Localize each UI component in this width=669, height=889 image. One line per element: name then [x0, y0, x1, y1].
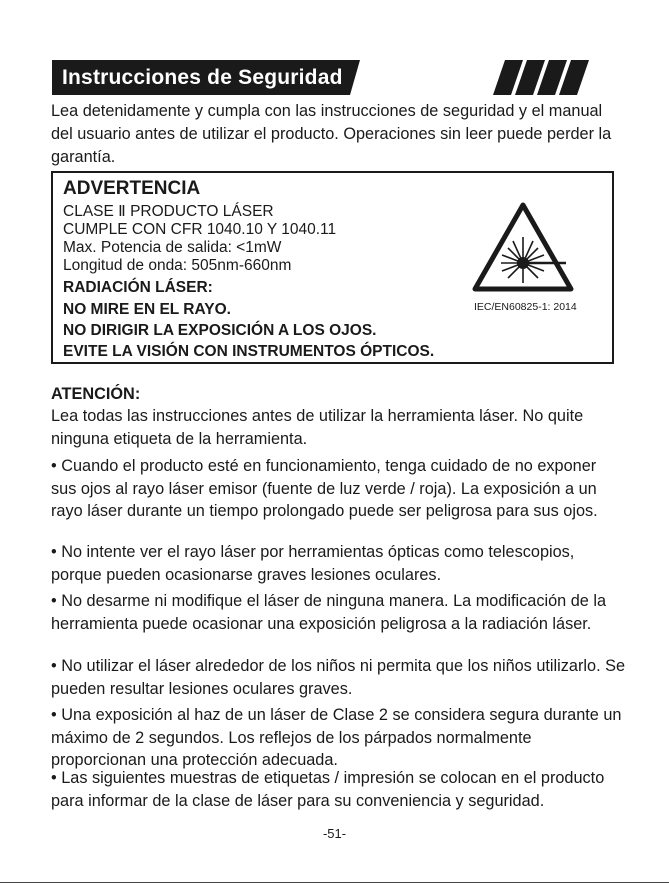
- attention-heading: ATENCIÓN:: [51, 385, 141, 403]
- laser-warning-icon: [471, 201, 575, 293]
- intro-paragraph: Lea detenidamente y cumpla con las instrucciones de seguridad y el manual del usuario antes de utilizar el producto. Operaciones sin leer puede perder la garantía.: [51, 102, 612, 166]
- attention-paragraph-5: • No utilizar el láser alrededor de los niños ni permita que los niños utilizarlo. Se pueden resultar lesiones oculares graves.: [51, 657, 626, 698]
- warning-line-class: CLASE Ⅱ PRODUCTO LÁSER: [63, 203, 274, 220]
- attention-paragraph-3: • No intente ver el rayo láser por herramientas ópticas como telescopios, porque pueden ocasionarse graves lesiones oculares.: [51, 543, 575, 584]
- attention-paragraph-2: • Cuando el producto esté en funcionamiento, tenga cuidado de no exponer sus ojos al rayo láser emisor (fuente de luz verde / roja). La exposición a un rayo láser durante un tiempo prolongado puede ser peligrosa para sus ojos.: [51, 457, 598, 520]
- page-number: -51-: [322, 826, 347, 841]
- warning-line-cfr: CUMPLE CON CFR 1040.10 Y 1040.11: [63, 221, 337, 238]
- warning-label-box: [51, 171, 614, 364]
- attention-paragraph-1: Lea todas las instrucciones antes de utilizar la herramienta láser. No quite ninguna etiqueta de la herramienta.: [51, 407, 584, 448]
- page-title: Instrucciones de Seguridad: [62, 66, 343, 89]
- warning-line-wavelength: Longitud de onda: 505nm-660nm: [63, 257, 292, 274]
- warning-title: ADVERTENCIA: [63, 178, 201, 199]
- warning-no-optics: EVITE LA VISIÓN CON INSTRUMENTOS ÓPTICOS.: [63, 343, 435, 360]
- section-banner: [52, 60, 589, 95]
- attention-paragraph-7: • Las siguientes muestras de etiquetas / impresión se colocan en el producto para informar de la clase de láser para su conveniencia y seguridad.: [51, 769, 605, 810]
- warning-no-eyes: NO DIRIGIR LA EXPOSICIÓN A LOS OJOS.: [63, 322, 377, 339]
- attention-paragraph-6: • Una exposición al haz de un láser de Clase 2 se considera segura durante un máximo de 2 segundos. Los reflejos de los párpados normalmente proporcionan una protección adecuada.: [51, 706, 622, 769]
- warning-no-stare: NO MIRE EN EL RAYO.: [63, 301, 231, 318]
- iec-standard-label: IEC/EN60825-1: 2014: [474, 301, 577, 313]
- attention-paragraph-4: • No desarme ni modifique el láser de ninguna manera. La modificación de la herramienta puede ocasionar una exposición peligrosa a la radiación láser.: [51, 592, 607, 633]
- warning-line-power: Max. Potencia de salida: <1mW: [63, 239, 282, 256]
- warning-radiation: RADIACIÓN LÁSER:: [63, 279, 213, 296]
- footer-rule: [0, 882, 669, 883]
